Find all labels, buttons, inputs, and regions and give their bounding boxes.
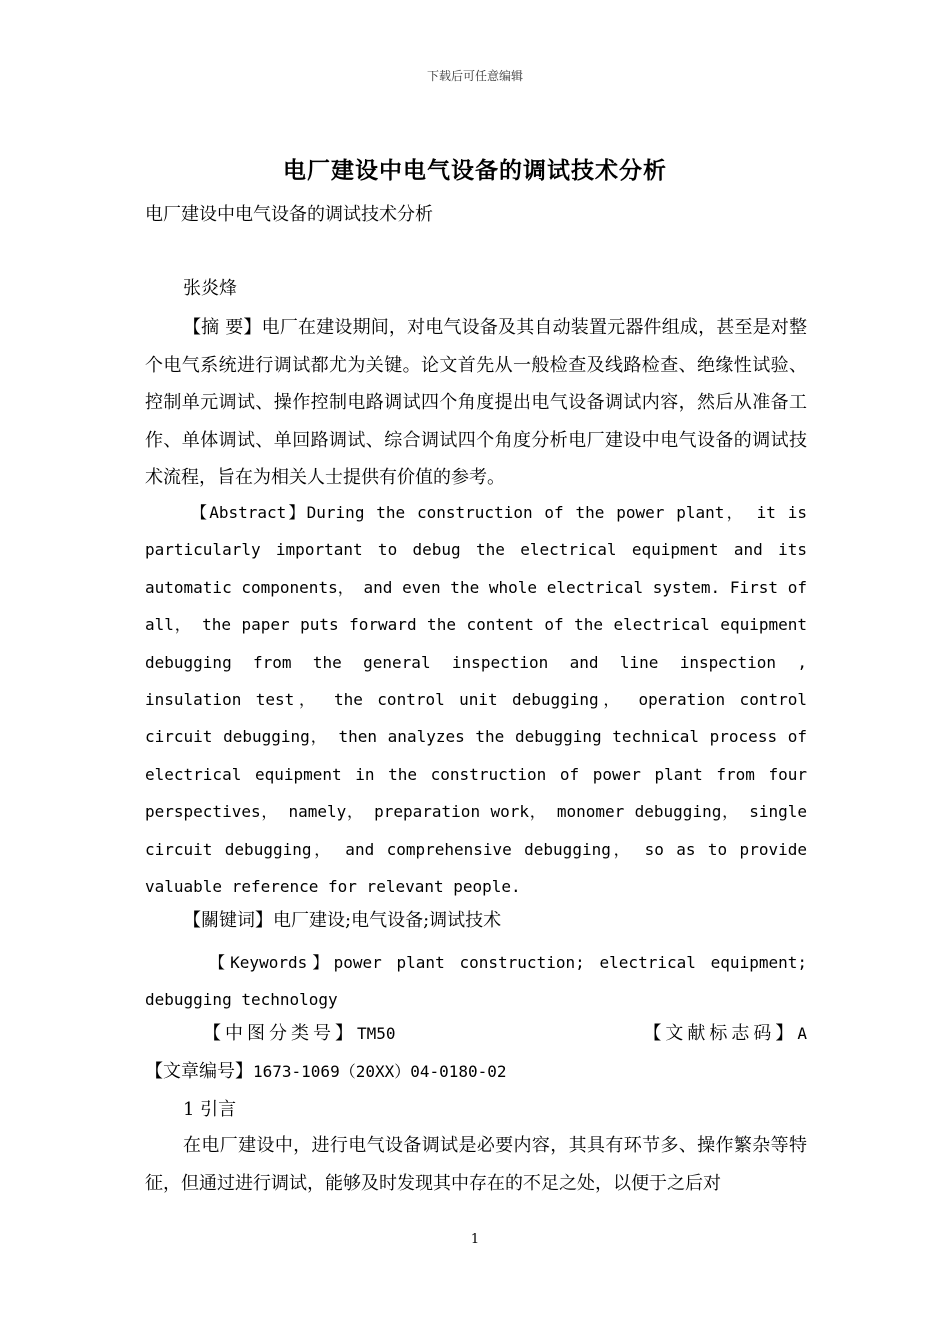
document-title: 电厂建设中电气设备的调试技术分析 xyxy=(283,157,667,184)
doc-code-value: A xyxy=(797,1024,807,1043)
keywords-chinese: 【關键词】电厂建设;电气设备;调试技术 xyxy=(183,910,502,931)
article-number-label: 【文章编号】 xyxy=(145,1061,253,1082)
header-note: 下载后可任意编辑 xyxy=(426,69,523,83)
document-subtitle: 电厂建设中电气设备的调试技术分析 xyxy=(145,204,433,225)
keywords-english: 【Keywords】power plant construction; electrical equipment; debugging technology xyxy=(145,953,807,1010)
article-number xyxy=(145,1057,507,1083)
page-number: 1 xyxy=(470,1232,480,1247)
clc-value: TM50 xyxy=(357,1024,396,1043)
clc-code xyxy=(203,1019,396,1045)
abstract-chinese: 【摘 要】电厂在建设期间，对电气设备及其自动装置元器件组成，甚至是对整个电气系统进行调试都尤为关键。论文首先从一般检查及线路检查、绝缘性试验、控制单元调试、操作控制电路调试四个角度提出电气设备调试内容，然后从准备工作、单体调试、单回路调试、综合调试四个角度分析电厂建设中电气设备的调试技术流程，旨在为相关人士提供有价值的参考。 xyxy=(145,317,807,488)
author-name: 张炎烽 xyxy=(183,278,237,299)
intro-paragraph: 在电厂建设中，进行电气设备调试是必要内容，其具有环节多、操作繁杂等特征，但通过进行调试，能够及时发现其中存在的不足之处，以便于之后对 xyxy=(145,1135,807,1194)
document-code xyxy=(643,1019,807,1045)
article-number-value: 1673-1069（20XX）04-0180-02 xyxy=(253,1062,507,1081)
clc-label: 【中图分类号】 xyxy=(203,1023,357,1044)
classification-row xyxy=(145,1019,807,1049)
section-heading: 1 引言 xyxy=(183,1099,237,1120)
abstract-english: 【Abstract】During the construction of the power plant， it is particularly important to debug the electrical equipment and its automatic components， and even the whole electrical system. First of all， the paper puts forward the content of the electrical equipment debugging from the general inspection and line inspection , insulation test， the control unit debugging， operation control circuit debugging， then analyzes the debugging technical process of electrical equipment in the construction of power plant from four perspectives， namely， preparation work， monomer debugging， single circuit debugging， and comprehensive debugging， so as to provide valuable reference for relevant people. xyxy=(145,503,808,897)
doc-code-label: 【文献标志码】 xyxy=(643,1023,798,1044)
